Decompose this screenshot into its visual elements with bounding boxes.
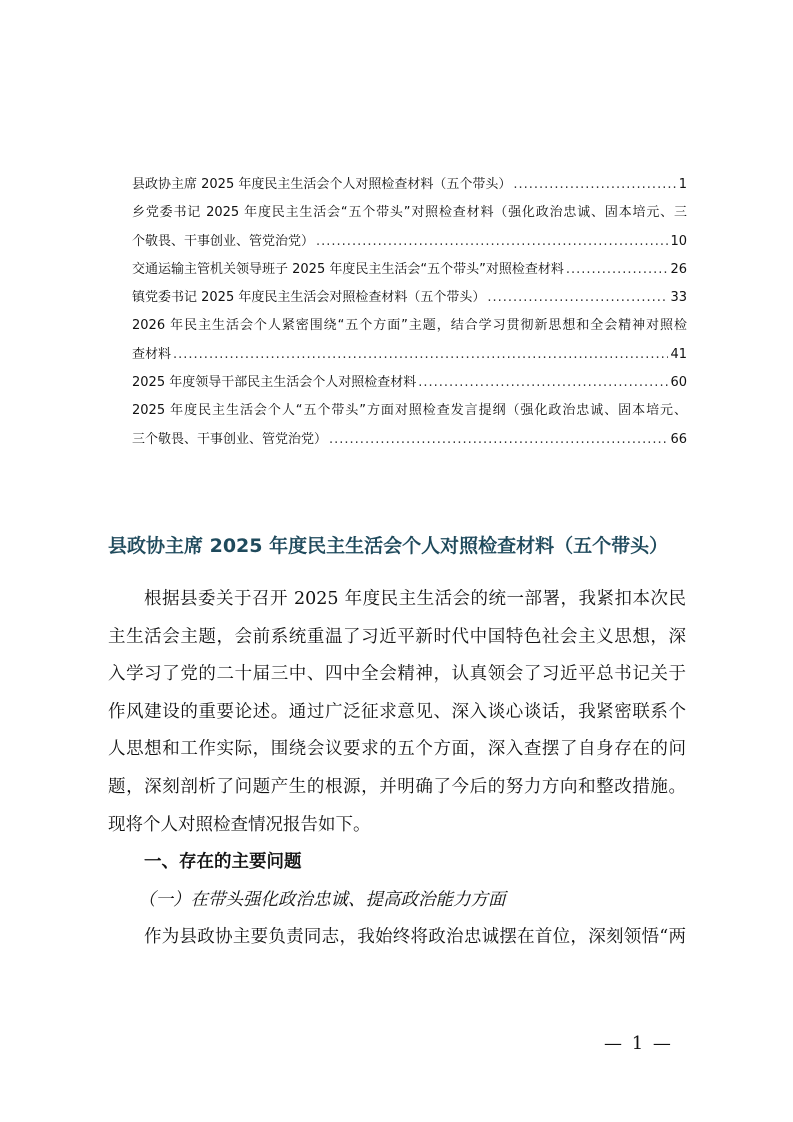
document-title: 县政协主席 2025 年度民主生活会个人对照检查材料（五个带头）: [108, 535, 669, 557]
paragraph-line: 入学习了党的二十届三中、四中全会精神，认真领会了习近平总书记关于: [108, 664, 686, 685]
toc-page-number: 26: [670, 261, 687, 277]
dot-leader: [566, 259, 669, 287]
toc-entry-title: 镇党委书记 2025 年度民主生活会对照检查材料（五个带头）: [132, 290, 486, 306]
dot-leader: [418, 372, 668, 400]
paragraph-line: 主生活会主题，会前系统重温了习近平新时代中国特色社会主义思想，深: [108, 626, 686, 647]
dot-leader: [487, 287, 668, 315]
toc-entry-title: 2026 年民主生活会个人紧密围绕“五个方面”主题，结合学习贯彻新思想和全会精神对照检: [132, 318, 687, 334]
toc-entry[interactable]: [132, 344, 687, 372]
subsection-heading: （一）在带头强化政治忠诚、提高政治能力方面: [138, 889, 506, 910]
paragraph-line: 根据县委关于召开 2025 年度民主生活会的统一部署，我紧扣本次民: [144, 589, 686, 609]
dot-leader: [329, 429, 668, 457]
toc-page-number: 10: [670, 233, 687, 249]
toc-entry[interactable]: [132, 315, 687, 343]
toc-entry-title: 县政协主席 2025 年度民主生活会个人对照检查材料（五个带头）: [132, 177, 512, 192]
section-heading: 一、存在的主要问题: [144, 852, 302, 873]
paragraph-line: 现将个人对照检查情况报告如下。: [108, 814, 371, 835]
toc-entry-title: 2025 年度领导干部民主生活会个人对照检查材料: [132, 375, 417, 391]
toc-page-number: 33: [670, 290, 687, 306]
toc-entry-title: 2025 年度民主生活会个人“五个带头”方面对照检查发言提纲（强化政治忠诚、固本培元、: [132, 403, 687, 419]
toc-entry[interactable]: [132, 231, 687, 259]
toc-page-number: 60: [670, 375, 687, 391]
toc-entry-title: 个敬畏、干事创业、管党治党）: [132, 233, 315, 249]
dot-leader: [513, 174, 676, 202]
paragraph-line: 作为县政协主要负责同志，我始终将政治忠诚摆在首位，深刻领悟“两: [144, 927, 686, 948]
paragraph-line: 作风建设的重要论述。通过广泛征求意见、深入谈心谈话，我紧密联系个: [108, 701, 686, 722]
paragraph-line: 题，深刻剖析了问题产生的根源，并明确了今后的努力方向和整改措施。: [108, 776, 686, 797]
toc-entry[interactable]: [132, 400, 687, 428]
toc-entry[interactable]: [132, 174, 687, 202]
toc-entry[interactable]: [132, 259, 687, 287]
toc-page-number: 66: [670, 431, 687, 447]
paragraph-line: 人思想和工作实际，围绕会议要求的五个方面，深入查摆了自身存在的问: [108, 739, 686, 760]
dot-leader: [173, 344, 668, 372]
page-number: — 1 —: [604, 1033, 673, 1054]
toc-entry[interactable]: [132, 287, 687, 315]
toc-entry-title: 查材料: [132, 346, 172, 362]
toc-entry-title: 交通运输主管机关领导班子 2025 年度民主生活会“五个带头”对照检查材料: [132, 261, 564, 277]
toc-entry[interactable]: [132, 429, 687, 457]
toc-entry-title: 三个敬畏、干事创业、管党治党）: [132, 431, 328, 447]
toc-entry-title: 乡党委书记 2025 年度民主生活会“五个带头”对照检查材料（强化政治忠诚、固本培元、三: [132, 205, 687, 221]
toc-entry[interactable]: [132, 202, 687, 230]
dot-leader: [316, 231, 668, 259]
toc-page-number: 1: [678, 177, 687, 192]
table-of-contents: [132, 174, 687, 457]
toc-entry[interactable]: [132, 372, 687, 400]
document-body: [108, 585, 686, 961]
toc-page-number: 41: [670, 346, 687, 362]
